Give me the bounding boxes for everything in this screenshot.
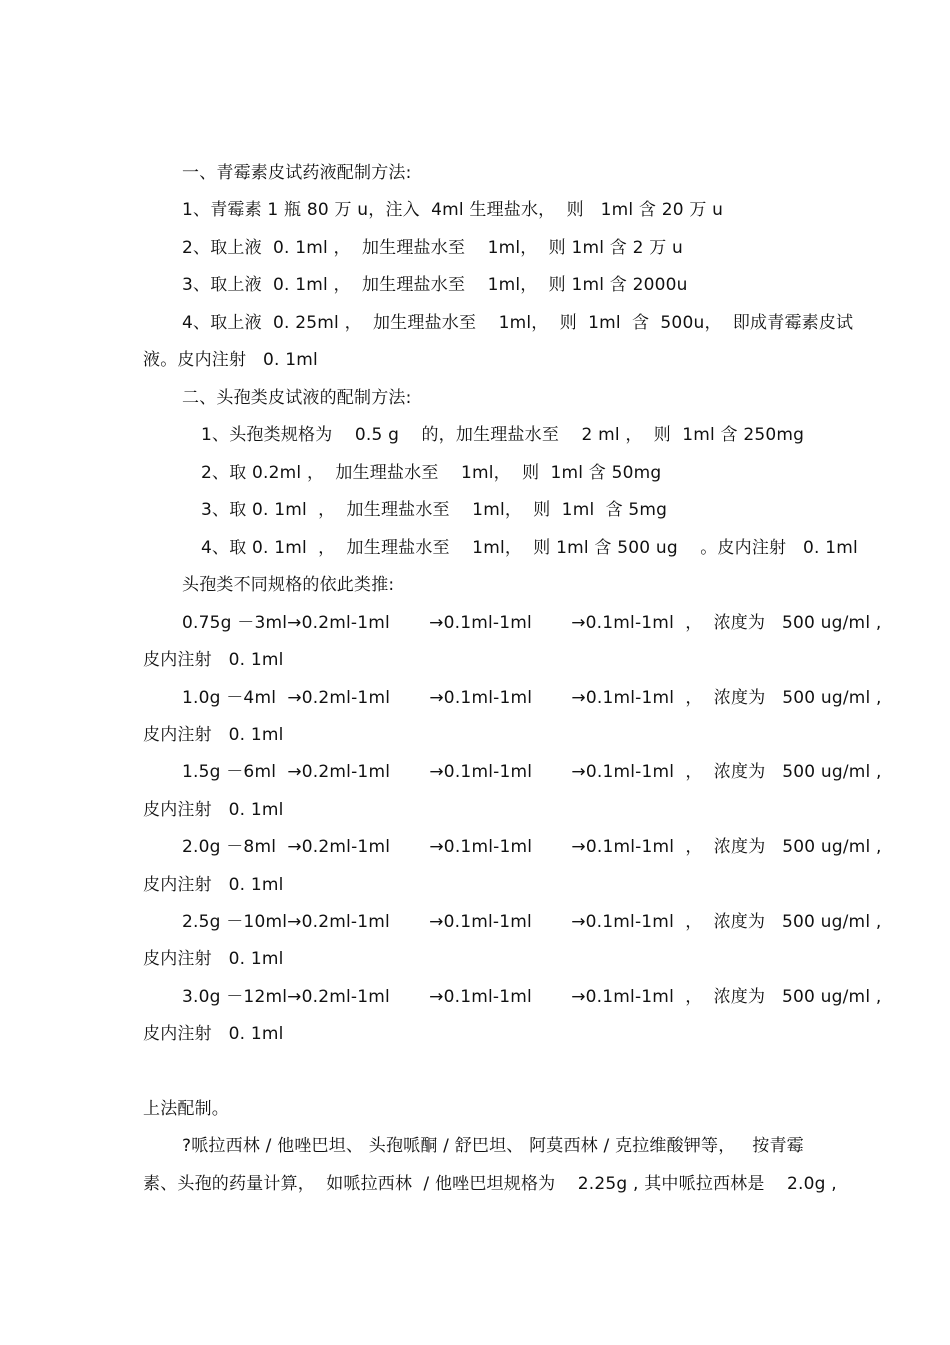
spec-line-continued: 皮内注射 0. 1ml	[143, 875, 284, 895]
spec-line: 0.75g －3ml→0.2ml-1ml →0.1ml-1ml →0.1ml-1ml ， 浓度为 500 ug/ml ,	[182, 613, 882, 633]
section1-step-3: 3、取上液 0. 1ml ， 加生理盐水至 1ml， 则 1ml 含 2000u	[182, 275, 688, 295]
spec-line: 1.0g －4ml →0.2ml-1ml →0.1ml-1ml →0.1ml-1ml ， 浓度为 500 ug/ml ,	[182, 688, 882, 708]
section1-step-2: 2、取上液 0. 1ml ， 加生理盐水至 1ml， 则 1ml 含 2 万 u	[182, 238, 683, 258]
section3-lead: 上法配制。	[143, 1099, 229, 1119]
section1-step-1: 1、青霉素 1 瓶 80 万 u，注入 4ml 生理盐水， 则 1ml 含 20 万 u	[182, 200, 724, 220]
section2-step-1: 1、头孢类规格为 0.5 g 的，加生理盐水至 2 ml ， 则 1ml 含 250mg	[201, 425, 805, 445]
spec-line-continued: 皮内注射 0. 1ml	[143, 650, 284, 670]
spec-line: 2.0g －8ml →0.2ml-1ml →0.1ml-1ml →0.1ml-1ml ， 浓度为 500 ug/ml ,	[182, 837, 882, 857]
spec-line-continued: 皮内注射 0. 1ml	[143, 725, 284, 745]
spec-line: 1.5g －6ml →0.2ml-1ml →0.1ml-1ml →0.1ml-1ml ， 浓度为 500 ug/ml ,	[182, 762, 882, 782]
section1-step-4: 4、取上液 0. 25ml ， 加生理盐水至 1ml， 则 1ml 含 500u， 即成青霉素皮试	[182, 313, 854, 333]
spec-line: 2.5g －10ml→0.2ml-1ml →0.1ml-1ml →0.1ml-1ml ， 浓度为 500 ug/ml ,	[182, 912, 882, 932]
spec-line-continued: 皮内注射 0. 1ml	[143, 800, 284, 820]
section1-step-4-continued: 液。皮内注射 0. 1ml	[143, 350, 318, 370]
section3-paragraph-line-2: 素、头孢的药量计算， 如哌拉西林 / 他唑巴坦规格为 2.25g , 其中哌拉西林是 2.0g ,	[143, 1174, 837, 1194]
spec-line-continued: 皮内注射 0. 1ml	[143, 949, 284, 969]
section2-heading: 二、头孢类皮试液的配制方法:	[182, 388, 412, 408]
section2-step-2: 2、取 0.2ml ， 加生理盐水至 1ml， 则 1ml 含 50mg	[201, 463, 662, 483]
spec-line-continued: 皮内注射 0. 1ml	[143, 1024, 284, 1044]
section1-heading: 一、青霉素皮试药液配制方法:	[182, 163, 412, 183]
analogy-heading: 头孢类不同规格的依此类推:	[182, 575, 395, 595]
section2-step-4: 4、取 0. 1ml ， 加生理盐水至 1ml， 则 1ml 含 500 ug 。皮内注射 0. 1ml	[201, 538, 858, 558]
section3-paragraph-line-1: ?哌拉西林 / 他唑巴坦、 头孢哌酮 / 舒巴坦、 阿莫西林 / 克拉维酸钾等， 按青霉	[182, 1136, 804, 1156]
spec-line: 3.0g －12ml→0.2ml-1ml →0.1ml-1ml →0.1ml-1ml ， 浓度为 500 ug/ml ,	[182, 987, 882, 1007]
section2-step-3: 3、取 0. 1ml ， 加生理盐水至 1ml， 则 1ml 含 5mg	[201, 500, 668, 520]
